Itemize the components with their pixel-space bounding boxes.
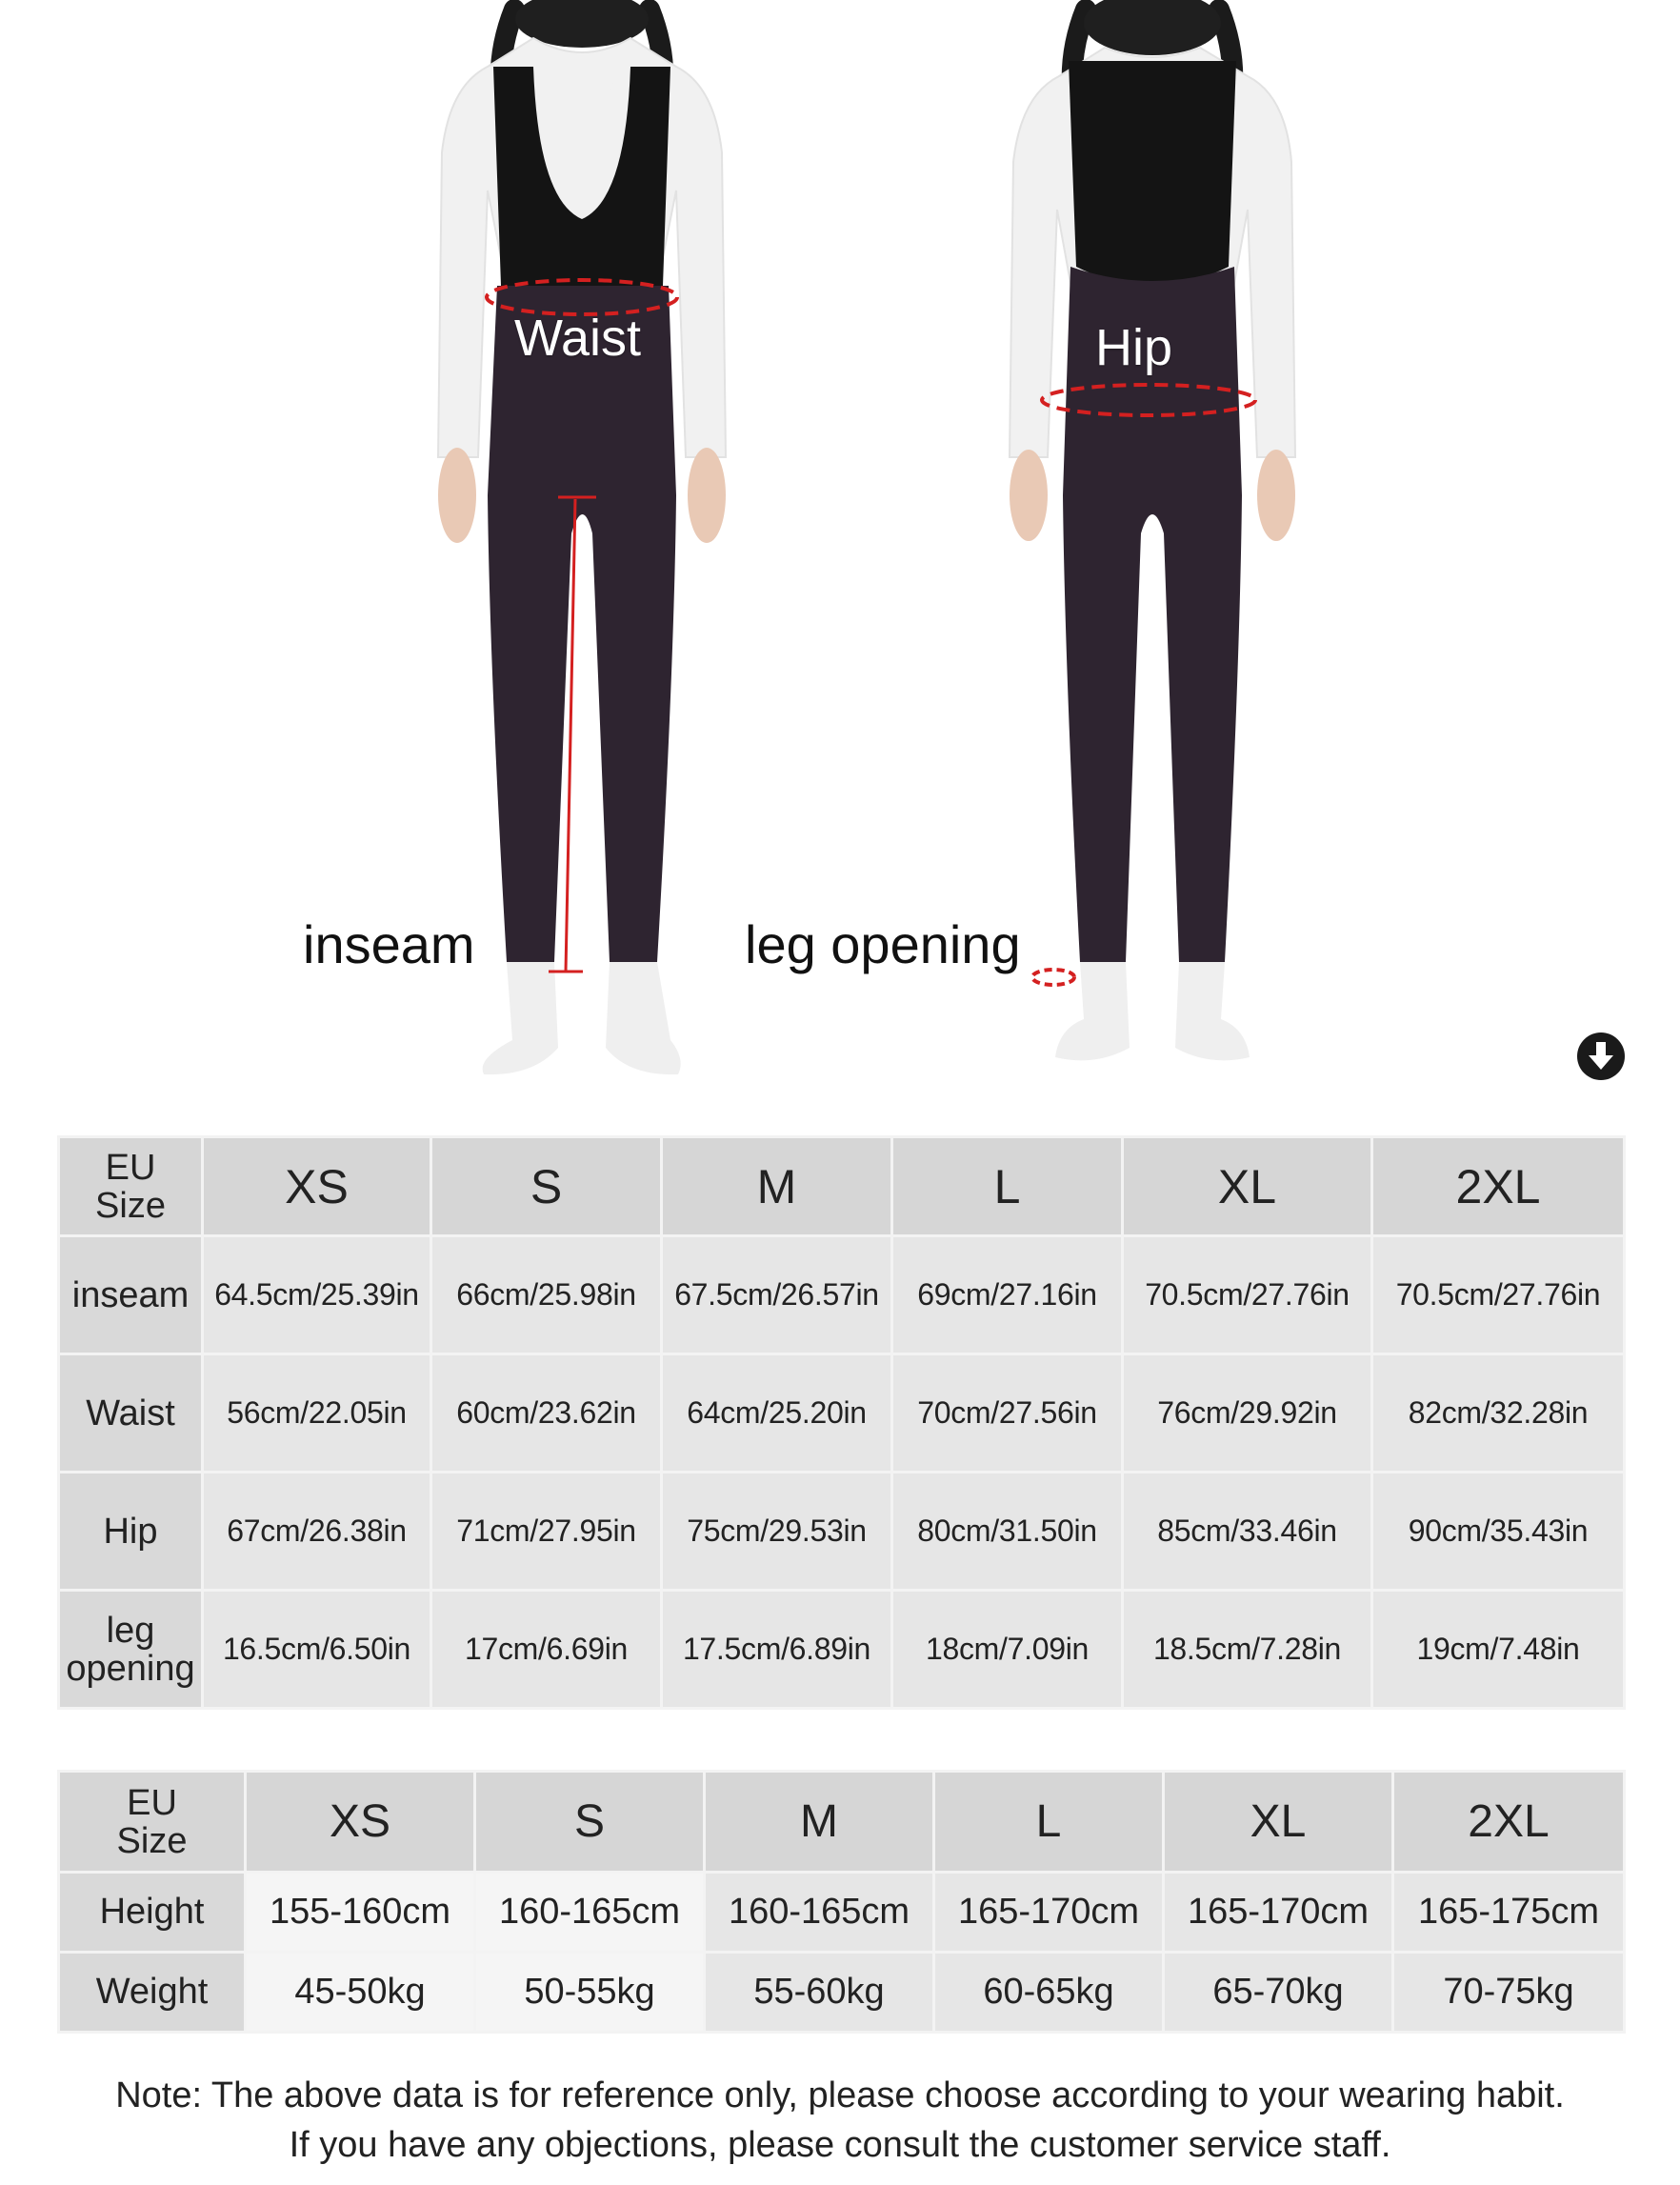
table-cell: 155-160cm bbox=[246, 1873, 475, 1953]
table-cell: 16.5cm/6.50in bbox=[203, 1591, 431, 1709]
table-cell: 70-75kg bbox=[1393, 1953, 1625, 2033]
table-cell: 85cm/33.46in bbox=[1123, 1473, 1372, 1591]
table-cell: 18.5cm/7.28in bbox=[1123, 1591, 1372, 1709]
size-header-xs: XS bbox=[203, 1137, 431, 1236]
inseam-label: inseam bbox=[303, 914, 475, 974]
height-weight-size-table bbox=[57, 1770, 1626, 2034]
size-header-l: L bbox=[892, 1137, 1123, 1236]
corner-line-2: Size bbox=[116, 1820, 188, 1861]
row-label-hip bbox=[59, 1473, 203, 1591]
table-cell: 64.5cm/25.39in bbox=[203, 1236, 431, 1354]
reference-note bbox=[0, 2071, 1680, 2170]
size-header-s: S bbox=[475, 1772, 705, 1873]
table-cell: 75cm/29.53in bbox=[662, 1473, 892, 1591]
table-cell: 80cm/31.50in bbox=[892, 1473, 1123, 1591]
hip-label: Hip bbox=[1095, 319, 1173, 376]
row-label-text: Hip bbox=[103, 1511, 158, 1552]
eu-size-header bbox=[59, 1137, 203, 1236]
table-cell: 71cm/27.95in bbox=[431, 1473, 662, 1591]
table-cell: 165-170cm bbox=[934, 1873, 1164, 1953]
table-cell: 165-175cm bbox=[1393, 1873, 1625, 1953]
table-cell: 66cm/25.98in bbox=[431, 1236, 662, 1354]
corner-line-2: Size bbox=[95, 1185, 166, 1226]
table-cell: 82cm/32.28in bbox=[1372, 1354, 1625, 1473]
size-header-xl: XL bbox=[1123, 1137, 1372, 1236]
table-cell: 64cm/25.20in bbox=[662, 1354, 892, 1473]
row-label-leg-opening bbox=[59, 1591, 203, 1709]
table-row-waist bbox=[59, 1354, 1625, 1473]
waist-label: Waist bbox=[514, 310, 641, 367]
table-cell: 76cm/29.92in bbox=[1123, 1354, 1372, 1473]
note-line-1: Note: The above data is for reference only, please choose according to your wearing habit. bbox=[115, 2075, 1565, 2115]
row-label-text: Waist bbox=[86, 1393, 175, 1433]
table-cell: 60cm/23.62in bbox=[431, 1354, 662, 1473]
size-header-xl: XL bbox=[1164, 1772, 1393, 1873]
size-header-l: L bbox=[934, 1772, 1164, 1873]
table-cell: 70.5cm/27.76in bbox=[1123, 1236, 1372, 1354]
row-label-waist bbox=[59, 1354, 203, 1473]
row-label-text: opening bbox=[66, 1648, 195, 1689]
table-cell: 60-65kg bbox=[934, 1953, 1164, 2033]
table-row-height bbox=[59, 1873, 1625, 1953]
note-line-2: If you have any objections, please consult the customer service staff. bbox=[289, 2125, 1391, 2165]
row-label-inseam bbox=[59, 1236, 203, 1354]
corner-line-1: EU bbox=[105, 1147, 156, 1188]
table-cell: 65-70kg bbox=[1164, 1953, 1393, 2033]
table-cell: 19cm/7.48in bbox=[1372, 1591, 1625, 1709]
table-cell: 69cm/27.16in bbox=[892, 1236, 1123, 1354]
table-header-row bbox=[59, 1772, 1625, 1873]
size-header-xs: XS bbox=[246, 1772, 475, 1873]
size-header-s: S bbox=[431, 1137, 662, 1236]
table-row-weight bbox=[59, 1953, 1625, 2033]
table-cell: 160-165cm bbox=[705, 1873, 934, 1953]
table-cell: 17.5cm/6.89in bbox=[662, 1591, 892, 1709]
row-label-height: Height bbox=[59, 1873, 246, 1953]
row-label-weight: Weight bbox=[59, 1953, 246, 2033]
table-header-row bbox=[59, 1137, 1625, 1236]
table-cell: 67cm/26.38in bbox=[203, 1473, 431, 1591]
eu-size-header bbox=[59, 1772, 246, 1873]
size-header-2xl: 2XL bbox=[1372, 1137, 1625, 1236]
table-cell: 18cm/7.09in bbox=[892, 1591, 1123, 1709]
table-cell: 45-50kg bbox=[246, 1953, 475, 2033]
table-row-leg-opening bbox=[59, 1591, 1625, 1709]
table-cell: 17cm/6.69in bbox=[431, 1591, 662, 1709]
row-label-text: inseam bbox=[71, 1274, 190, 1315]
table-cell: 160-165cm bbox=[475, 1873, 705, 1953]
size-header-2xl: 2XL bbox=[1393, 1772, 1625, 1873]
size-header-m: M bbox=[662, 1137, 892, 1236]
row-label-text: leg bbox=[106, 1610, 155, 1651]
leg-opening-label: leg opening bbox=[745, 914, 1021, 974]
measurement-size-table bbox=[57, 1135, 1626, 1710]
arrow-down-circle-icon[interactable] bbox=[1577, 1032, 1625, 1080]
table-cell: 90cm/35.43in bbox=[1372, 1473, 1625, 1591]
table-row-hip bbox=[59, 1473, 1625, 1591]
table-cell: 55-60kg bbox=[705, 1953, 934, 2033]
table-cell: 165-170cm bbox=[1164, 1873, 1393, 1953]
table-cell: 56cm/22.05in bbox=[203, 1354, 431, 1473]
table-cell: 67.5cm/26.57in bbox=[662, 1236, 892, 1354]
table-cell: 70.5cm/27.76in bbox=[1372, 1236, 1625, 1354]
table-cell: 50-55kg bbox=[475, 1953, 705, 2033]
table-row-inseam bbox=[59, 1236, 1625, 1354]
corner-line-1: EU bbox=[127, 1782, 177, 1823]
table-cell: 70cm/27.56in bbox=[892, 1354, 1123, 1473]
size-header-m: M bbox=[705, 1772, 934, 1873]
